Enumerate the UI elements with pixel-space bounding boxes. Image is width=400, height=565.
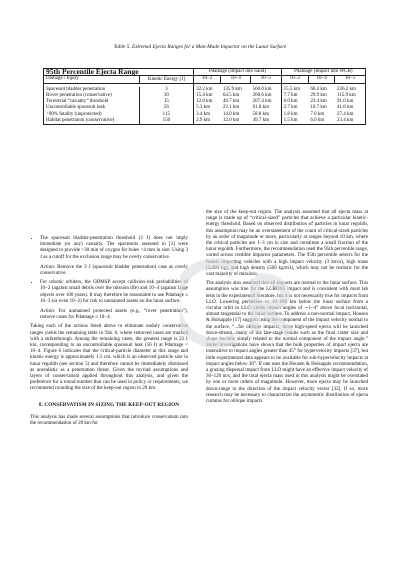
row-label: Habitat penetration (conservative) (44, 118, 140, 125)
cell: 32.2 km (194, 87, 221, 93)
cell: 49.7 km (222, 99, 240, 105)
header-prob: 10−4 (221, 76, 251, 83)
table-row (44, 105, 366, 111)
cell: 15.4 km (194, 93, 221, 99)
cell: 1.8 km (281, 112, 308, 118)
row-energy: 56 (139, 105, 194, 111)
cell: 12.0 km (194, 99, 221, 105)
row-energy: 115 (139, 112, 194, 118)
cell: 41.8 km (335, 105, 366, 111)
cell: 207.4 km (252, 99, 272, 105)
table-row (44, 87, 366, 93)
row-label: Rover penetration (conservative) (44, 93, 140, 99)
cell: 266.6 km (252, 92, 272, 98)
cell: 64.5 km (222, 92, 240, 98)
cell: 58.8 km (252, 111, 270, 117)
cell: 115.9 km (335, 93, 366, 99)
cell: 3.4 km (194, 112, 221, 118)
header-prob: 10−2 (194, 76, 221, 83)
list-item: • For robotic orbiters, the ODMSP accept collision-risk probabilities of 10−2 (against small debris over the mission life) and 10−4 (against large objects over 100 years). It may therefore be reasonable to use Pdamage ≤ 10−3 (or even 10−2) for risk to unmanned assets on the lunar surface. (40, 279, 188, 304)
bullet-list (30, 235, 188, 260)
action-note: Action: For unmanned protected assets (e.g., “rover penetration”), remove cases for Pdamage ≤ 10−4. (40, 308, 188, 321)
cell: 1.5 km (281, 118, 308, 125)
right-column (206, 209, 368, 407)
header-kinetic: Kinetic Energy [J] (139, 76, 194, 83)
header-prob: 10−2 (281, 76, 308, 83)
cell: 7.7 km (281, 93, 308, 99)
cell: 91.0 km (335, 99, 366, 105)
cell: 560.0 km (252, 86, 272, 92)
cell: 12.0 km (221, 118, 251, 125)
cell: 5.3 km (194, 105, 221, 111)
cell: 2.9 km (194, 118, 221, 125)
list-item: • The spacesuit bladder-penetration threshold (3 J) does not imply immediate (or any) casualty. The spacesuits assessed in [3] were designed to provide >30 min of oxygen for holes <4 mm in size. Using 3 J as a cutoff for the exclusion range may be overly conservative. (40, 235, 188, 260)
section-heading: 8. CONSERVATISM IN SIZING THE KEEP-OUT REGION (38, 401, 180, 408)
cell: 15.5 km (281, 87, 308, 93)
cell: 14.0 km (222, 111, 240, 117)
action-note: Action: Remove the 3 J (spacesuit bladder penetration) case as overly conservative. (40, 263, 188, 277)
header-prob: 10−4 (308, 76, 335, 83)
cell: 60.2 km (310, 86, 327, 92)
ejecta-range-table (43, 68, 366, 125)
bullet-list (30, 279, 188, 304)
row-label: Spacesuit bladder penetration (44, 87, 140, 93)
cell: 6.0 km (308, 118, 335, 125)
cell: 236.2 km (335, 87, 366, 93)
cell: 27.4 km (335, 112, 366, 118)
cell: 10.7 km (310, 105, 327, 111)
row-label: Uncontrollable spacesuit leak (44, 105, 140, 111)
body-paragraph: the size of the keep-out region. The analysis assumed that all ejecta mass at range is made up of “critical-sized” particles that achieve a particular kinetic-energy threshold. Based on observed distribution of particles in lunar regolith, this assumption may be an overstatement of the count of critical-sized particles by an order of magnitude or more, particularly at ranges beyond 10 km, where the critical particles are 1–3 cm in size and constitute a small fraction of the lunar regolith. Furthermore, the recommendation used the 95th percentile range, varied across credible impactor parameters. The 95th percentile selects for the fastest impacting vehicles with a high impact velocity (3 km/s), high mass (3,000 kg), and high density (500 kg/m3), which may not be realistic for the vast majority of missions. (206, 209, 369, 278)
cell: 49.7 km (251, 118, 281, 125)
body-paragraph: Taking each of the actions listed above to eliminate unduly conservative ranges yields the remaining table in Tab. 6, where removed cases are marked with a strikethrough. Among the remaining cases, the greatest range is 22.1 km, corresponding to an uncontrollable spacesuit leak (56 J) at Pdamage = 10−4. Figure 6 indicates that the critical-particle diameter at this range and kinetic energy is approximately 1.5 cm, which is an observed particle size in lunar regolith (see section 5) and therefore cannot be immediately dismissed as unrealistic as a penetration threat. Given the myriad assumptions and layers of conservatism applied throughout this analysis, and given the preference for a round number that can be used in policy or requirements, we recommend rounding the size of the keep-out region to 20 km. (30, 323, 188, 392)
row-energy: 150 (139, 118, 194, 125)
header-prob: 10−5 (335, 76, 366, 83)
row-label: >90% fatality (unprotected) (44, 112, 140, 118)
cell: 22.1 km (222, 105, 240, 111)
cell: 23.4 km (335, 118, 366, 125)
cell: 2.7 km (281, 105, 308, 111)
table-caption: Table 5. Extremal Ejecta Ranges for a Man-Made Impactor on the Lunar Surface (113, 44, 287, 50)
table-title: 95th Percentile Ejecta Range (44, 69, 194, 76)
body-paragraph: The analysis also assumed that all impacts are normal to the lunar surface. This assumption was true for the LCROSS impact and is consistent with most lab tests in the experimental literature, but it is not necessarily true for impacts from LLO. Lowering periselene to 10–100 km below the lunar surface from a circular orbit in LLO yields impact angles of ∼1–4° above local horizontal, almost tangential to the lunar surface. To address a non-normal impact, Housen & Holsapple [17] suggest using the component of the impact velocity normal to the surface, “...for oblique impacts, more high-speed ejecta will be launched down-stream...many of the late-stage results such as the final crater size and shape become simply related to the normal component of the impact angle.” Some investigations have shown that the bulk properties of impact ejecta are insensitive to impact angles greater than 45° for hypervelocity impacts [37], but little experimental data appears to be available for sub-hypervelocity impacts at impact angles below 30°. If one uses the Housen & Holsapple recommendation, a grazing dispersal impact from LLO might have an effective impact velocity of 30–120 m/s, and the total ejecta mass used in this analysis might be overstated by one or more orders of magnitude. However, more ejecta may be launched down-range in the direction of the impact velocity vector [32]. If so, more research may be necessary to characterize the asymmetric distribution of ejecta curtains for oblique impacts (206, 280, 369, 405)
table-row (44, 118, 366, 125)
header-prob: 10−5 (251, 76, 281, 83)
cell: 23.4 km (310, 99, 327, 105)
cell: 6.0 km (281, 99, 308, 105)
row-energy: 15 (139, 99, 194, 105)
group-header-wcb: Pdamage (Impact into WCB) (281, 69, 365, 76)
header-damage: Damage / Injury (44, 76, 140, 83)
cell: 135.9 km (222, 86, 242, 92)
cell: 29.9 km (310, 92, 327, 98)
row-label: Terrestrial “casualty” threshold (44, 99, 140, 105)
body-paragraph: This analysis has made several assumptions that introduce conservatism into the recommendation of 20 km for (30, 413, 188, 427)
cell: 7.0 km (310, 111, 325, 117)
cell: 91.8 km (252, 105, 270, 111)
row-energy: 3 (139, 87, 194, 93)
row-energy: 10 (139, 93, 194, 99)
group-header-sand: Pdamage (Impact into Sand) (194, 69, 282, 76)
left-column (30, 235, 188, 429)
